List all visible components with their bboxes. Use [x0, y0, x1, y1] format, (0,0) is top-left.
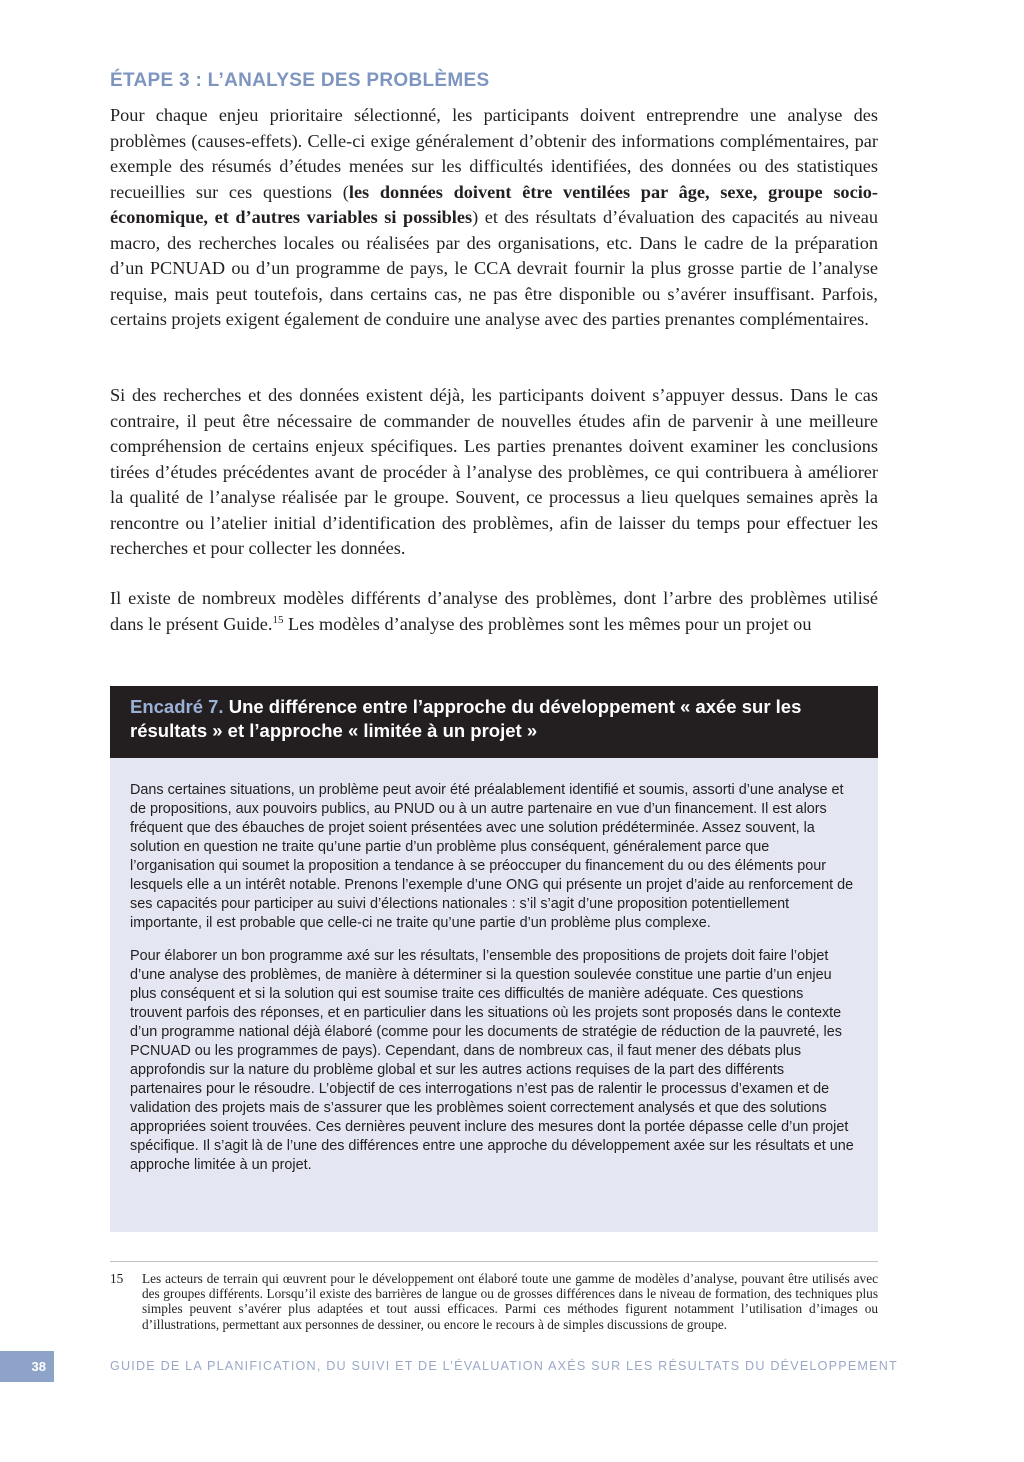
footnote-divider: [110, 1261, 878, 1262]
body-paragraph-3: [110, 586, 878, 637]
para1-text-start: Pour chaque enjeu prioritaire sélectionné, les participants doivent entreprendre une analyse des problèmes (causes-effets). Celle-ci exige généralement d’obtenir des informations complémentaires, par exemple des résumés d’études menées sur les difficultés identifiées, des données ou des statistiques recueillies sur ces questions (: [110, 105, 878, 202]
body-paragraph-2: Si des recherches et des données existent déjà, les participants doivent s’appuyer dessus. Dans le cas contraire, il peut être nécessaire de commander de nouvelles études afin de parvenir à une meilleure compréhension de certains enjeux spécifiques. Les parties prenantes doivent examiner les conclusions tirées d’études précédentes avant de procéder à l’analyse des problèmes, ce qui contribuera à améliorer la qualité de l’analyse réalisée par le groupe. Souvent, ce processus a lieu quelques semaines après la rencontre ou l’atelier initial d’identification des problèmes, afin de laisser du temps pour effectuer les recherches et pour collecter les données.: [110, 385, 878, 558]
para3-text-end: Les modèles d’analyse des problèmes sont les mêmes pour un projet ou: [283, 613, 812, 634]
para1-bold-text: les données doivent être ventilées par âge, sexe, groupe socio-économique, et d’autres variables si possibles: [110, 181, 878, 227]
footnote-reference[interactable]: 15: [272, 613, 284, 626]
running-footer-title: GUIDE DE LA PLANIFICATION, DU SUIVI ET DE L’ÉVALUATION AXÉS SUR LES RÉSULTATS DU DÉVELOPPEMENT: [110, 1359, 898, 1373]
box-label: Encadré 7.: [130, 696, 224, 717]
box-title: Une différence entre l’approche du développement « axée sur les résultats » et l’approche « limitée à un projet »: [130, 696, 802, 741]
para3-text-start: Il existe de nombreux modèles différents d’analyse des problèmes, dont l’arbre des problèmes utilisé dans le présent Guide.: [110, 588, 878, 634]
footnote-number: 15: [110, 1271, 124, 1286]
para1-text-end: ) et des résultats d’évaluation des capacités au niveau macro, des recherches locales ou réalisées par des organisations, etc. Dans le cadre de la préparation d’un PCNUAD ou d’un programme de pays, le CCA devrait fournir la plus grosse partie de l’analyse requise, mais peut toutefois, dans certains cas, ne pas être disponible ou s’avérer insuffisant. Parfois, certains projets exigent également de conduire une analyse avec des parties prenantes complémentaires.: [110, 207, 879, 329]
box-paragraph-1: Dans certaines situations, un problème peut avoir été préalablement identifié et soumis, assorti d’une analyse et de propositions, aux pouvoirs publics, au PNUD ou à un autre partenaire en vue d’un financement. Il est alors fréquent que des ébauches de projet soient présentées avec une solution prédéterminée. Assez souvent, la solution en question ne traite qu’une partie d’un problème plus conséquent, généralement parce que l’organisation qui soumet la proposition a tendance à se préoccuper du financement du ou des éléments pour lesquels elle a un intérêt notable. Prenons l’exemple d’une ONG qui présente un projet d’aide au renforcement de ses capacités pour participer au suivi d’élections nationales : s’il s’agit d’une proposition potentiellement importante, il est probable que celle-ci ne traite qu’une partie d’un problème plus complexe.: [130, 782, 854, 931]
box-body: [110, 758, 878, 1232]
box-header: [110, 686, 878, 758]
footnote: [110, 1271, 878, 1332]
footnote-text: Les acteurs de terrain qui œuvrent pour le développement ont élaboré toute une gamme de modèles d’analyse, pouvant être utilisés avec des groupes différents. Lorsqu’il existe des barrières de langue ou de grosses différences dans le niveau de formation, des techniques plus simples peuvent s’avérer plus adaptées et tout aussi efficaces. Parmi ces méthodes figurent notamment l’utilisation d’images ou d’illustrations, permettant aux personnes de dessiner, ou encore le recours à de simples discussions de groupe.: [142, 1271, 878, 1332]
box-paragraph-2: Pour élaborer un bon programme axé sur les résultats, l’ensemble des propositions de projets doit faire l’objet d’une analyse des problèmes, de manière à déterminer si la question soulevée constitue une partie d’un enjeu plus conséquent et si la solution qui est soumise traite ces difficultés de manière adéquate. Ces questions trouvent parfois des réponses, et en particulier dans les situations où les projets sont proposés dans le contexte d’un programme national déjà élaboré (comme pour les documents de stratégie de réduction de la pauvreté, les PCNUAD ou les programmes de pays). Cependant, dans de nombreux cas, il faut mener des débats plus approfondis sur la nature du problème global et sur les autres actions requises de la part des différents partenaires pour le résoudre. L’objectif de ces interrogations n’est pas de ralentir le processus d’examen et de validation des projets mais de s’assurer que les problèmes soient correctement analysés et que des solutions appropriées soient trouvées. Ces dernières peuvent inclure des mesures dont la portée dépasse celle d’un projet spécifique. Il s’agit là de l’une des différences entre une approche du développement axée sur les résultats et une approche limitée à un projet.: [130, 948, 854, 1173]
body-paragraph-1: [110, 103, 878, 333]
section-heading: ÉTAPE 3 : L’ANALYSE DES PROBLÈMES: [110, 70, 490, 91]
page-number-badge: 38: [0, 1351, 54, 1382]
